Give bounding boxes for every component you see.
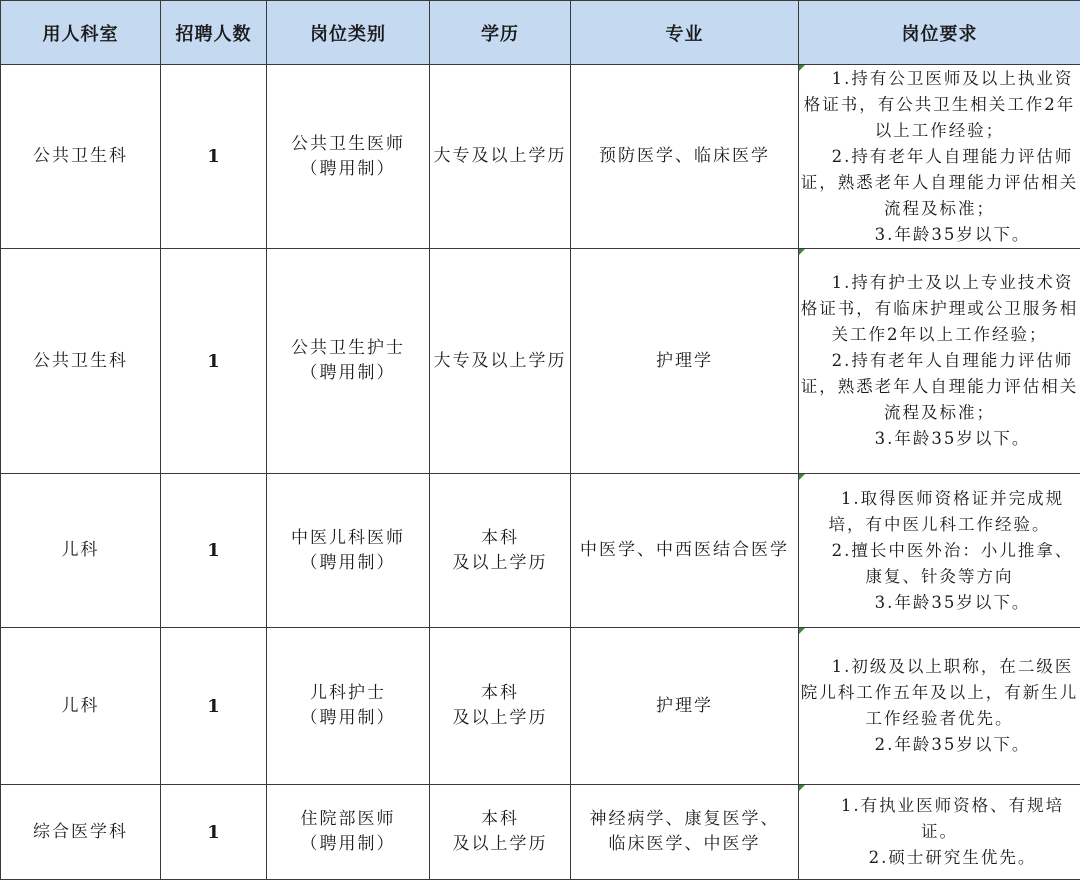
major-text: 预防医学、临床医学	[571, 144, 798, 169]
cell-comment-marker-icon	[799, 785, 805, 791]
cell-comment-marker-icon	[799, 628, 805, 634]
requirements-cell	[799, 474, 1080, 628]
position-type: （聘用制）	[267, 361, 429, 386]
major-cell	[571, 249, 799, 474]
requirement-item: 3.年龄35岁以下。	[799, 426, 1080, 452]
position-cell	[267, 474, 430, 628]
position-title: 公共卫生医师	[267, 132, 429, 157]
header-major: 专业	[571, 1, 799, 65]
count-cell: 1	[161, 474, 267, 628]
education-cell	[430, 628, 571, 785]
education-text: 大专及以上学历	[430, 349, 570, 374]
education-cell	[430, 65, 571, 249]
major-text: 护理学	[571, 694, 798, 719]
position-title: 中医儿科医师	[267, 526, 429, 551]
position-type: （聘用制）	[267, 551, 429, 576]
requirement-item: 2.擅长中医外治：小儿推拿、康复、针灸等方向	[799, 538, 1080, 590]
header-requirements: 岗位要求	[799, 1, 1080, 65]
education-text: 本科	[430, 807, 570, 832]
count-cell: 1	[161, 785, 267, 880]
table-row	[1, 474, 1080, 628]
position-type: （聘用制）	[267, 157, 429, 182]
dept-cell: 儿科	[1, 474, 161, 628]
position-cell	[267, 628, 430, 785]
table-row	[1, 249, 1080, 474]
education-text: 大专及以上学历	[430, 144, 570, 169]
education-text: 及以上学历	[430, 832, 570, 857]
cell-comment-marker-icon	[799, 249, 805, 255]
table-row	[1, 628, 1080, 785]
requirements-cell	[799, 65, 1080, 249]
table-row	[1, 65, 1080, 249]
education-text: 及以上学历	[430, 706, 570, 731]
education-cell	[430, 249, 571, 474]
major-cell	[571, 65, 799, 249]
requirements-cell	[799, 249, 1080, 474]
position-title: 住院部医师	[267, 807, 429, 832]
major-text: 神经病学、康复医学、	[571, 807, 798, 832]
major-text: 中医学、中西医结合医学	[571, 538, 798, 563]
requirement-item: 1.有执业医师资格、有规培证。	[799, 793, 1080, 845]
header-education: 学历	[430, 1, 571, 65]
position-cell	[267, 65, 430, 249]
cell-comment-marker-icon	[799, 474, 805, 480]
position-title: 儿科护士	[267, 681, 429, 706]
requirement-item: 1.取得医师资格证并完成规培，有中医儿科工作经验。	[799, 486, 1080, 538]
table-row	[1, 785, 1080, 880]
requirements-cell	[799, 785, 1080, 880]
dept-cell: 公共卫生科	[1, 65, 161, 249]
position-title: 公共卫生护士	[267, 336, 429, 361]
header-position: 岗位类别	[267, 1, 430, 65]
requirement-item: 1.持有公卫医师及以上执业资格证书，有公共卫生相关工作2年以上工作经验；	[799, 66, 1080, 144]
education-text: 本科	[430, 681, 570, 706]
header-row	[1, 1, 1080, 65]
count-cell: 1	[161, 249, 267, 474]
position-type: （聘用制）	[267, 832, 429, 857]
requirements-cell	[799, 628, 1080, 785]
major-cell	[571, 474, 799, 628]
education-cell	[430, 785, 571, 880]
requirement-item: 2.持有老年人自理能力评估师证，熟悉老年人自理能力评估相关流程及标准；	[799, 348, 1080, 426]
header-count: 招聘人数	[161, 1, 267, 65]
major-text: 护理学	[571, 349, 798, 374]
dept-cell: 公共卫生科	[1, 249, 161, 474]
position-cell	[267, 785, 430, 880]
requirement-item: 1.初级及以上职称，在二级医院儿科工作五年及以上，有新生儿工作经验者优先。	[799, 654, 1080, 732]
dept-cell: 综合医学科	[1, 785, 161, 880]
dept-cell: 儿科	[1, 628, 161, 785]
requirement-item: 1.持有护士及以上专业技术资格证书，有临床护理或公卫服务相关工作2年以上工作经验；	[799, 270, 1080, 348]
position-type: （聘用制）	[267, 706, 429, 731]
major-cell	[571, 628, 799, 785]
count-cell: 1	[161, 65, 267, 249]
requirement-item: 3.年龄35岁以下。	[799, 590, 1080, 616]
education-cell	[430, 474, 571, 628]
education-text: 及以上学历	[430, 551, 570, 576]
major-cell	[571, 785, 799, 880]
requirement-item: 2.年龄35岁以下。	[799, 732, 1080, 758]
cell-comment-marker-icon	[799, 65, 805, 71]
major-text: 临床医学、中医学	[571, 832, 798, 857]
requirement-item: 3.年龄35岁以下。	[799, 222, 1080, 248]
education-text: 本科	[430, 526, 570, 551]
requirement-item: 2.持有老年人自理能力评估师证，熟悉老年人自理能力评估相关流程及标准；	[799, 144, 1080, 222]
count-cell: 1	[161, 628, 267, 785]
requirement-item: 2.硕士研究生优先。	[799, 845, 1080, 871]
position-cell	[267, 249, 430, 474]
header-dept: 用人科室	[1, 1, 161, 65]
